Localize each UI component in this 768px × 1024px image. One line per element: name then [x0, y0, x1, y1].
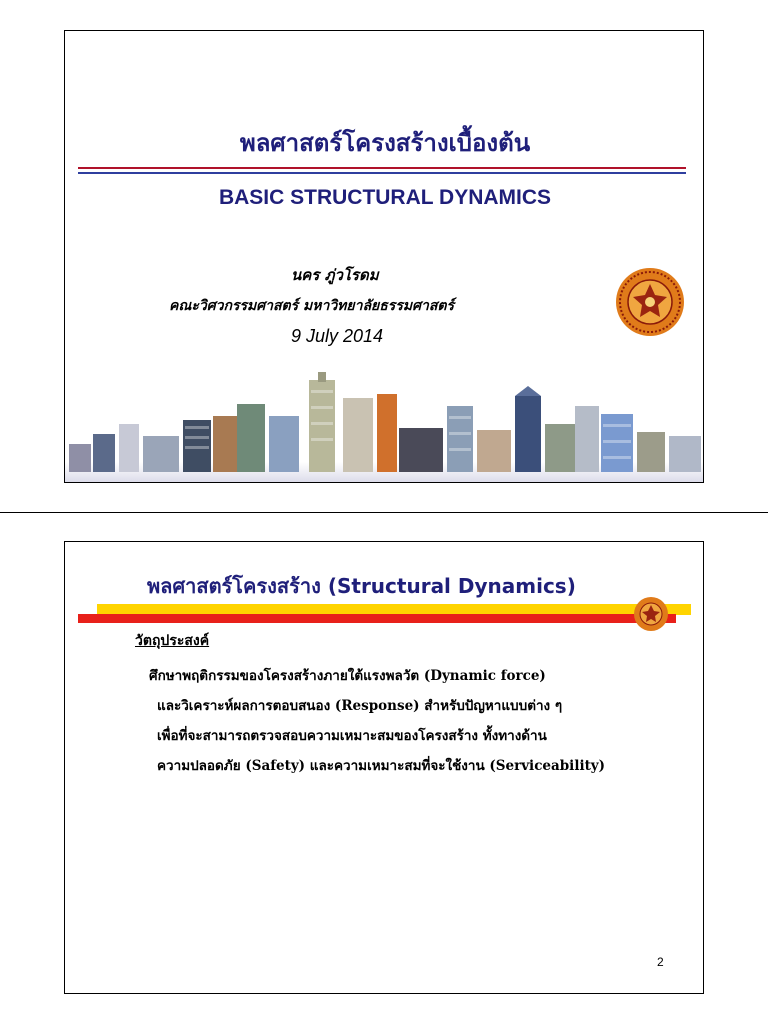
affiliation: คณะวิศวกรรมศาสตร์ มหาวิทยาลัยธรรมศาสตร์ — [169, 298, 454, 314]
slide-1 — [64, 30, 704, 483]
university-seal-icon — [633, 596, 669, 632]
presentation-date: 9 July 2014 — [291, 326, 384, 346]
slide-title-english: BASIC STRUCTURAL DYNAMICS — [218, 186, 552, 209]
slide-title: พลศาสตร์โครงสร้าง (Structural Dynamics) — [147, 574, 576, 598]
slide-title-thai: พลศาสตร์โครงสร้างเบื้องต้น — [239, 129, 531, 157]
title-bar-red — [78, 614, 676, 623]
objective-line-4: ความปลอดภัย (Safety) และความเหมาะสมที่จะใช้งาน (Serviceability) — [157, 758, 606, 774]
objective-line-1: ศึกษาพฤติกรรมของโครงสร้างภายใต้แรงพลวัต (Dynamic force) — [149, 668, 546, 684]
page-number: 2 — [657, 955, 664, 969]
objectives-heading: วัตถุประสงค์ — [135, 633, 210, 649]
slide-2 — [64, 541, 704, 994]
objective-line-2: และวิเคราะห์ผลการตอบสนอง (Response) สำหรับปัญหาแบบต่าง ๆ — [157, 698, 563, 714]
page-divider — [0, 512, 768, 513]
objective-line-3: เพื่อที่จะสามารถตรวจสอบความเหมาะสมของโครงสร้าง ทั้งทางด้าน — [157, 728, 547, 744]
city-skyline-illustration — [65, 366, 704, 483]
title-rule-red — [78, 167, 686, 169]
title-rule-blue — [78, 172, 686, 174]
university-seal-icon — [615, 267, 685, 337]
author-name: นคร ภู่วโรดม — [291, 266, 379, 284]
